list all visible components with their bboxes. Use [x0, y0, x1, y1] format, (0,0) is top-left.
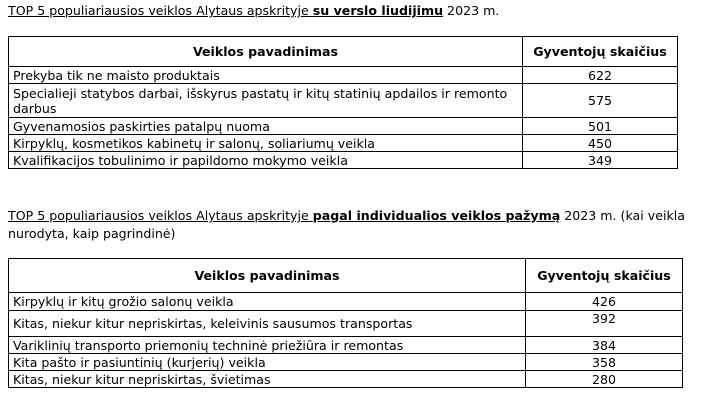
resident-count: 280 [526, 371, 683, 388]
header-activity-name: Veiklos pavadinimas [9, 37, 523, 67]
activity-name: Prekyba tik ne maisto produktais [9, 67, 523, 84]
caption-prefix: TOP 5 populiariausios veiklos Alytaus apskrityje [8, 3, 313, 18]
activity-name: Gyvenamosios paskirties patalpų nuoma [9, 118, 523, 135]
table-row [9, 311, 683, 337]
activity-name: Variklinių transporto priemonių techninė priežiūra ir remontas [9, 337, 526, 354]
table-row [9, 371, 683, 388]
caption-suffix: 2023 m. [443, 3, 500, 18]
resident-count: 501 [523, 118, 678, 135]
business-certificate-table [8, 36, 678, 169]
resident-count: 358 [526, 354, 683, 371]
header-resident-count: Gyventojų skaičius [523, 37, 678, 67]
activity-name: Kirpyklų, kosmetikos kabinetų ir salonų, soliariumų veikla [9, 135, 523, 152]
individual-activity-table [8, 258, 683, 388]
activity-name: Kirpyklų ir kitų grožio salonų veikla [9, 293, 526, 311]
resident-count: 450 [523, 135, 678, 152]
section2-caption [8, 207, 698, 243]
caption-bold: su verslo liudijimu [312, 3, 444, 18]
caption-underlined [8, 208, 560, 223]
caption-prefix: TOP 5 populiariausios veiklos Alytaus apskrityje [8, 208, 313, 223]
section1-caption [8, 2, 698, 20]
resident-count: 349 [523, 152, 678, 169]
activity-name: Kvalifikacijos tobulinimo ir papildomo mokymo veikla [9, 152, 523, 169]
table-row [9, 293, 683, 311]
table-header-row [9, 259, 683, 293]
header-resident-count: Gyventojų skaičius [526, 259, 683, 293]
table-row [9, 118, 678, 135]
resident-count: 384 [526, 337, 683, 354]
resident-count: 392 [526, 311, 683, 337]
caption-bold: pagal individualios veiklos pažymą [312, 208, 561, 223]
table-header-row [9, 37, 678, 67]
table-row [9, 354, 683, 371]
activity-name: Kitas, niekur kitur nepriskirtas, keleivinis sausumos transportas [9, 311, 526, 337]
activity-name: Kitas, niekur kitur nepriskirtas, švietimas [9, 371, 526, 388]
activity-name: Kita pašto ir pasiuntinių (kurjerių) veikla [9, 354, 526, 371]
caption-suffix: 2023 m. (kai veikla nurodyta, kaip pagrindinė) [8, 208, 685, 241]
resident-count: 622 [523, 67, 678, 84]
table-row [9, 67, 678, 84]
resident-count: 575 [523, 84, 678, 118]
resident-count: 426 [526, 293, 683, 311]
header-activity-name: Veiklos pavadinimas [9, 259, 526, 293]
activity-name: Specialieji statybos darbai, išskyrus pastatų ir kitų statinių apdailos ir remonto darbus [9, 84, 523, 118]
caption-underlined [8, 3, 443, 18]
table-row [9, 135, 678, 152]
table-row [9, 84, 678, 118]
table-row [9, 337, 683, 354]
table-row [9, 152, 678, 169]
